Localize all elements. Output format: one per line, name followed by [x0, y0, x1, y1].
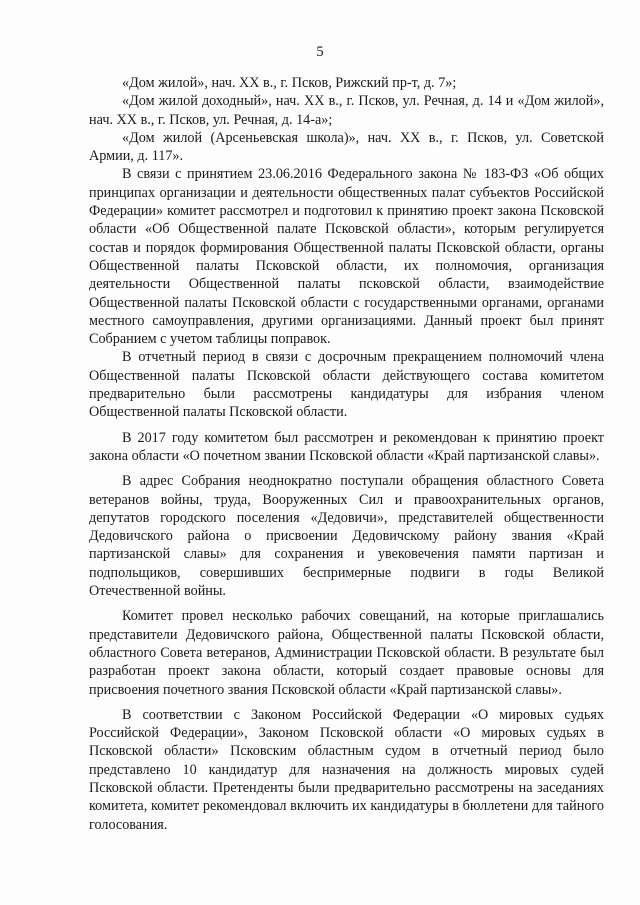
paragraph-honorary-title-law: В 2017 году комитетом был рассмотрен и рекомендован к принятию проект закона области «О почетном звании Псковской области «Край партизанской славы». [89, 429, 604, 464]
paragraph-magistrate-judges: В соответствии с Законом Российской Федерации «О мировых судьях Российской Федерации», Законом Псковской области «О мировых судьях в Псковской области» Псковским областным судом в отчетный период было представлено 10 кандидатур для назначения на должность мировых судей Псковской области. Претенденты были предварительно рассмотрены на заседаниях комитета, комитет рекомендовал включить их кандидатуры в бюллетени для тайного голосования. [89, 706, 604, 833]
paragraph-public-chamber-law: В связи с принятием 23.06.2016 Федерального закона № 183-ФЗ «Об общих принципах организации и деятельности общественных палат субъектов Российской Федерации» комитет рассмотрел и подготовил к принятию проект закона Псковской области «Об Общественной палате Псковской области», которым регулируется состав и порядок формирования Общественной палаты Псковской области, органы Общественной палаты Псковской области, их полномочия, организация деятельности Общественной палаты псковской области, взаимодействие Общественной палаты Псковской области с государственными органами, органами местного самоуправления, другими организациями. Данный проект был принят Собранием с учетом таблицы поправок. [89, 166, 604, 348]
document-body [89, 74, 604, 841]
paragraph-dedovichi-appeals: В адрес Собрания неоднократно поступали обращения областного Совета ветеранов войны, труда, Вооруженных Сил и правоохранительных органов, депутатов городского поселения «Дедовичи», представителей общественности Дедовичского района о присвоении Дедовичскому району звания «Край партизанской славы» для сохранения и увековечения памяти партизан и подпольщиков, совершивших беспримерные подвиги в годы Великой Отечественной войны. [89, 473, 604, 600]
paragraph-committee-meetings: Комитет провел несколько рабочих совещаний, на которые приглашались представители Дедовичского района, Общественной палаты Псковской области, областного Совета ветеранов, Администрации Псковской области. В результате был разработан проект закона области, который создает правовые основы для присвоения почетного звания Псковской области «Край партизанской славы». [89, 608, 604, 698]
paragraph-chamber-member-candidates: В отчетный период в связи с досрочным прекращением полномочий члена Общественной палаты Псковской области действующего состава комитетом предварительно были рассмотрены кандидатуры для избрания членом Общественной палаты Псковской области. [89, 349, 604, 421]
paragraph-heritage-2: «Дом жилой доходный», нач. XX в., г. Псков, ул. Речная, д. 14 и «Дом жилой», нач. XX в., г. Псков, ул. Речная, д. 14-а»; [89, 93, 604, 128]
page-number: 5 [316, 44, 324, 60]
paragraph-heritage-1: «Дом жилой», нач. XX в., г. Псков, Рижский пр-т, д. 7»; [122, 75, 457, 91]
paragraph-heritage-3: «Дом жилой (Арсеньевская школа)», нач. XX в., г. Псков, ул. Советской Армии, д. 117». [89, 129, 604, 165]
